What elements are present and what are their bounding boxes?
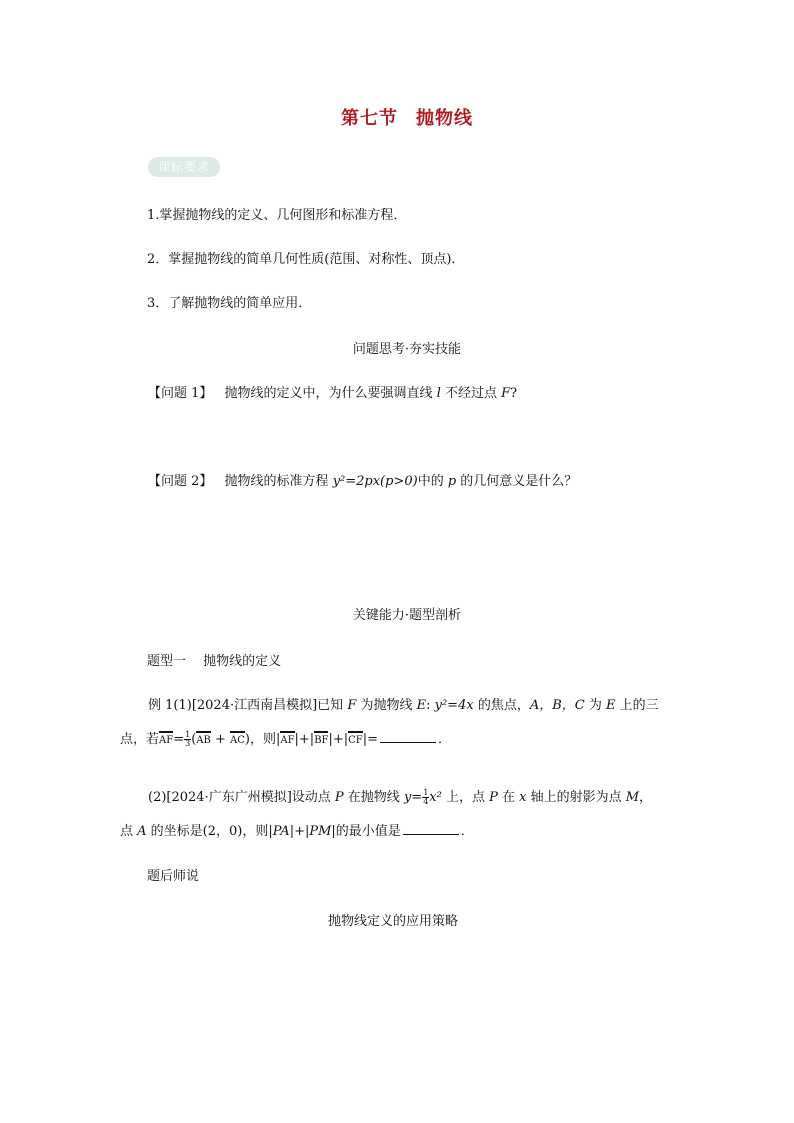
question-2: 【问题 2】 抛物线的标准方程 y²=2px(p>0)中的 p 的几何意义是什么？: [148, 474, 578, 489]
type-heading: 题型一 抛物线的定义: [147, 654, 282, 669]
example-1-line-1: 例 1(1)[2024·江西南昌模拟]已知 F 为抛物线 E: y²=4x 的焦点，A，B，C 为 E 上的三: [148, 698, 659, 713]
question-1: 【问题 1】 抛物线的定义中，为什么要强调直线 l 不经过点 F?: [148, 386, 518, 401]
after-note-label: 题后师说: [147, 869, 200, 884]
page-title: 第七节 抛物线: [341, 108, 473, 129]
requirement-item: 3．了解抛物线的简单应用．: [147, 296, 312, 311]
vector-af: AF: [159, 730, 173, 746]
fraction-one-quarter: $\frac{1}{4}$: [423, 788, 429, 806]
example-1-part-2-line-1: (2)[2024·广东广州模拟]设动点 P 在抛物线 y= $\frac{1}{4}$ x² 上，点 P 在 x 轴上的射影为点 M，: [148, 788, 653, 806]
vector-ab: AB: [196, 730, 211, 746]
section-heading-questions: 问题思考·夯实技能: [352, 342, 462, 357]
vector-ac: AC: [230, 730, 245, 746]
strategy-heading: 抛物线定义的应用策略: [327, 914, 458, 929]
vector-cf: CF: [348, 730, 363, 746]
requirements-badge: 课标要求: [148, 157, 220, 177]
requirement-item: 1.掌握抛物线的定义、几何图形和标准方程．: [147, 208, 407, 223]
section-heading-key-abilities: 关键能力·题型剖析: [352, 608, 462, 623]
answer-blank-2: [403, 822, 459, 835]
vector-bf: BF: [314, 730, 328, 746]
example-1-part-2-line-2: 点 A 的坐标是(2，0)，则|PA|+|PM|的最小值是 ．: [120, 824, 474, 839]
requirement-item: 2．掌握抛物线的简单几何性质(范围、对称性、顶点)．: [147, 252, 465, 267]
example-1-line-2: 点，若 AF= $\frac{1}{3}$ ( AB + AC)，则| AF|+| BF|+| CF|= ．: [120, 730, 452, 748]
fraction-one-third: $\frac{1}{3}$: [185, 730, 191, 748]
answer-blank-1: [380, 730, 436, 743]
vector-af-2: AF: [280, 730, 294, 746]
